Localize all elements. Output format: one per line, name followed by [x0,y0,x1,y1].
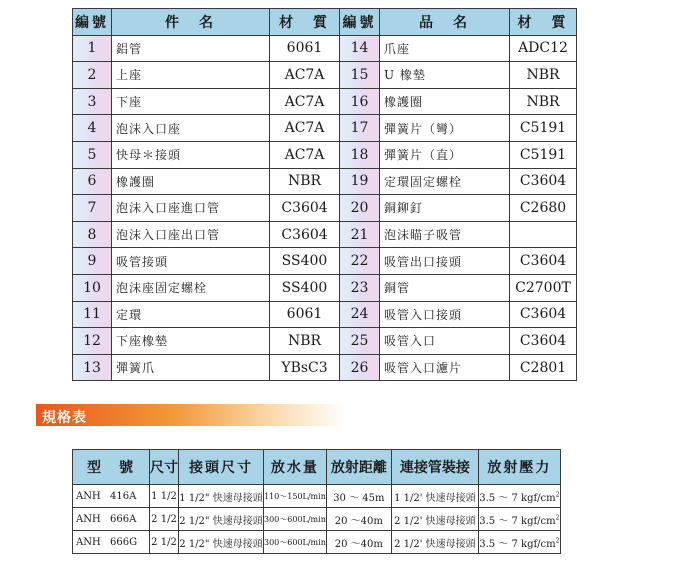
part-number: 12 [73,328,112,355]
spec-coupling: 1 1/2" 快速母接頭 [179,485,264,508]
item-number: 23 [340,274,380,301]
parts-body [73,35,577,381]
part-name: 吸管接頭 [112,248,270,275]
table-row [73,195,577,222]
part-name: 上座 [112,62,270,89]
item-name: 爪座 [380,35,510,62]
spec-pressure-value: 3.5 ～ 7 kgf/cm [479,492,556,504]
part-material: YBsC3 [270,354,340,381]
part-name: 定環 [112,301,270,328]
part-name: 泡沫入口座出口管 [112,221,270,248]
item-material: C2700T [510,274,577,301]
spec-flow: 300～600L/min [264,531,327,554]
part-number: 5 [73,141,112,168]
part-number: 9 [73,248,112,275]
spec-distance: 20 ～40m [326,531,391,554]
item-name: U 橡墊 [380,62,510,89]
part-name: 橡護圈 [112,168,270,195]
spec-size: 1 1/2 [150,485,179,508]
spec-connection: 2 1/2' 快速母接頭 [391,531,478,554]
spec-model-code: 666G [110,536,138,548]
part-material: NBR [270,168,340,195]
spec-model-prefix: ANH [76,490,101,502]
table-row [73,485,561,508]
header-pressure: 放射壓力 [478,450,560,485]
spec-flow: 300～600L/min [264,508,327,531]
item-name: 吸管出口接頭 [380,248,510,275]
header-model: 型 號 [73,450,150,485]
item-number: 15 [340,62,380,89]
spec-model [73,485,150,508]
table-row [73,531,561,554]
table-row [73,354,577,381]
item-material: C3604 [510,328,577,355]
spec-distance: 30 ～ 45m [326,485,391,508]
header-size: 尺寸 [150,450,179,485]
header-flow: 放水量 [264,450,327,485]
item-name: 定環固定螺栓 [380,168,510,195]
table-row [73,301,577,328]
table-row [73,115,577,142]
part-material: 6061 [270,35,340,62]
spec-model-prefix: ANH [76,513,101,525]
part-name: 泡沫座固定螺栓 [112,274,270,301]
table-row [73,508,561,531]
part-material: NBR [270,328,340,355]
part-number: 2 [73,62,112,89]
part-number: 10 [73,274,112,301]
part-name: 泡沫入口座進口管 [112,195,270,222]
part-material: SS400 [270,274,340,301]
spec-section-title: 規格表 [42,410,87,426]
header-coupling: 接頭尺寸 [179,450,264,485]
table-row [73,328,577,355]
part-number: 4 [73,115,112,142]
spec-body [73,485,561,554]
part-name: 泡沫入口座 [112,115,270,142]
item-material: C3604 [510,168,577,195]
header-connection: 連接管裝接 [391,450,478,485]
item-number: 18 [340,141,380,168]
spec-pressure-exponent: 2 [555,537,560,545]
part-material: 6061 [270,301,340,328]
item-material: NBR [510,88,577,115]
item-number: 24 [340,301,380,328]
part-number: 1 [73,35,112,62]
table-row [73,141,577,168]
spec-model-code: 666A [110,513,137,525]
part-material: C3604 [270,221,340,248]
spec-pressure-exponent: 2 [555,514,560,522]
spec-distance: 20 ～40m [326,508,391,531]
item-name: 吸管入口濾片 [380,354,510,381]
spec-connection: 1 1/2' 快速母接頭 [391,485,478,508]
item-name: 泡沫瞄子吸管 [380,221,510,248]
item-number: 26 [340,354,380,381]
item-number: 21 [340,221,380,248]
spec-model-prefix: ANH [76,536,101,548]
item-material [510,221,577,248]
spec-pressure [478,485,560,508]
part-name: 快母＊接頭 [112,141,270,168]
item-number: 20 [340,195,380,222]
header-part-name: 件 名 [112,9,270,36]
part-name: 鋁管 [112,35,270,62]
item-name: 吸管入口 [380,328,510,355]
item-name: 橡護圈 [380,88,510,115]
item-number: 25 [340,328,380,355]
item-material: C2680 [510,195,577,222]
spec-coupling: 2 1/2" 快速母接頭 [179,508,264,531]
part-name: 下座 [112,88,270,115]
item-number: 16 [340,88,380,115]
spec-model [73,508,150,531]
spec-table [72,449,561,554]
spec-pressure-value: 3.5 ～ 7 kgf/cm [479,515,556,527]
part-name: 下座橡墊 [112,328,270,355]
item-material: C5191 [510,115,577,142]
header-material-left: 材 質 [270,9,340,36]
part-number: 6 [73,168,112,195]
parts-table [72,8,577,381]
item-material: C5191 [510,141,577,168]
item-number: 14 [340,35,380,62]
spec-pressure-value: 3.5 ～ 7 kgf/cm [479,538,556,550]
part-name: 彈簧爪 [112,354,270,381]
item-material: C3604 [510,248,577,275]
spec-flow: 110～150L/min [264,485,327,508]
spec-section-banner [36,404,346,426]
spec-connection: 2 1/2' 快速母接頭 [391,508,478,531]
spec-model [73,531,150,554]
part-number: 11 [73,301,112,328]
item-name: 銅管 [380,274,510,301]
header-item-name: 品 名 [380,9,510,36]
part-material: AC7A [270,88,340,115]
header-number-right: 編號 [340,9,380,36]
parts-header-row [73,9,577,36]
spec-header-row [73,450,561,485]
item-name: 彈簧片（彎） [380,115,510,142]
spec-pressure-exponent: 2 [555,491,560,499]
spec-size: 2 1/2 [150,508,179,531]
table-row [73,62,577,89]
spec-coupling: 2 1/2" 快速母接頭 [179,531,264,554]
table-row [73,274,577,301]
table-row [73,248,577,275]
header-number-left: 編號 [73,9,112,36]
part-number: 13 [73,354,112,381]
table-row [73,221,577,248]
item-name: 吸管入口接頭 [380,301,510,328]
spec-model-code: 416A [110,490,137,502]
part-number: 3 [73,88,112,115]
part-material: AC7A [270,141,340,168]
header-distance: 放射距離 [326,450,391,485]
item-material: C2801 [510,354,577,381]
table-row [73,168,577,195]
part-material: SS400 [270,248,340,275]
item-name: 彈簧片（直） [380,141,510,168]
part-number: 8 [73,221,112,248]
header-material-right: 材 質 [510,9,577,36]
item-number: 19 [340,168,380,195]
part-material: AC7A [270,115,340,142]
item-material: NBR [510,62,577,89]
part-number: 7 [73,195,112,222]
table-row [73,88,577,115]
part-material: AC7A [270,62,340,89]
item-number: 22 [340,248,380,275]
item-material: C3604 [510,301,577,328]
item-number: 17 [340,115,380,142]
spec-size: 2 1/2 [150,531,179,554]
item-material: ADC12 [510,35,577,62]
item-name: 銅鉚釘 [380,195,510,222]
spec-pressure [478,508,560,531]
table-row [73,35,577,62]
spec-pressure [478,531,560,554]
part-material: C3604 [270,195,340,222]
